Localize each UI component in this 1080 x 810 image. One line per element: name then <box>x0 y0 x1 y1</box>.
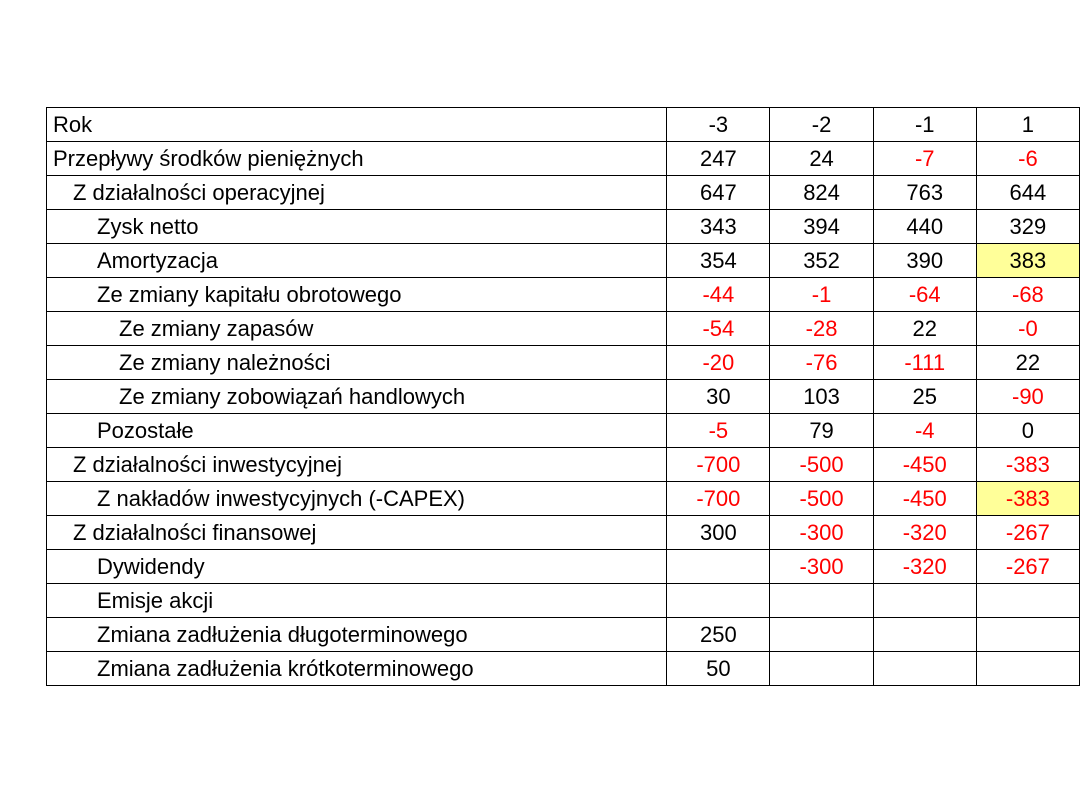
value-cell: -300 <box>770 550 873 584</box>
table-row <box>47 652 1080 686</box>
table-row <box>47 176 1080 210</box>
row-label-cell: Z działalności operacyjnej <box>47 176 667 210</box>
value-cell: 50 <box>667 652 770 686</box>
value-cell <box>770 584 873 618</box>
value-cell <box>976 584 1079 618</box>
table-row <box>47 312 1080 346</box>
table-row <box>47 618 1080 652</box>
value-cell: -6 <box>976 142 1079 176</box>
value-cell: -320 <box>873 516 976 550</box>
value-cell: -267 <box>976 516 1079 550</box>
value-cell: -383 <box>976 482 1079 516</box>
value-cell: 352 <box>770 244 873 278</box>
value-cell: 79 <box>770 414 873 448</box>
value-cell <box>976 618 1079 652</box>
value-cell: 647 <box>667 176 770 210</box>
value-cell: 25 <box>873 380 976 414</box>
value-cell <box>976 652 1079 686</box>
table-row <box>47 414 1080 448</box>
row-label-cell: Z działalności finansowej <box>47 516 667 550</box>
value-cell: -4 <box>873 414 976 448</box>
value-cell: -0 <box>976 312 1079 346</box>
value-cell <box>873 618 976 652</box>
value-cell: 22 <box>976 346 1079 380</box>
row-label-cell: Emisje akcji <box>47 584 667 618</box>
header-row <box>47 108 1080 142</box>
value-cell: -111 <box>873 346 976 380</box>
row-label-cell: Z nakładów inwestycyjnych (-CAPEX) <box>47 482 667 516</box>
header-year-cell: -2 <box>770 108 873 142</box>
table-row <box>47 244 1080 278</box>
row-label-cell: Z działalności inwestycyjnej <box>47 448 667 482</box>
value-cell <box>667 584 770 618</box>
value-cell: -700 <box>667 482 770 516</box>
value-cell: 343 <box>667 210 770 244</box>
value-cell: -700 <box>667 448 770 482</box>
value-cell: -300 <box>770 516 873 550</box>
value-cell: 30 <box>667 380 770 414</box>
table-row <box>47 550 1080 584</box>
value-cell: 644 <box>976 176 1079 210</box>
value-cell: -44 <box>667 278 770 312</box>
value-cell <box>770 652 873 686</box>
value-cell: 824 <box>770 176 873 210</box>
row-label-cell: Dywidendy <box>47 550 667 584</box>
row-label-cell: Zmiana zadłużenia długoterminowego <box>47 618 667 652</box>
value-cell: 390 <box>873 244 976 278</box>
header-year-cell: -1 <box>873 108 976 142</box>
header-label-cell: Rok <box>47 108 667 142</box>
value-cell: -500 <box>770 482 873 516</box>
row-label-cell: Ze zmiany kapitału obrotowego <box>47 278 667 312</box>
value-cell: 24 <box>770 142 873 176</box>
value-cell: -500 <box>770 448 873 482</box>
value-cell: -76 <box>770 346 873 380</box>
header-year-cell: 1 <box>976 108 1079 142</box>
row-label-cell: Pozostałe <box>47 414 667 448</box>
table-row <box>47 516 1080 550</box>
value-cell: -267 <box>976 550 1079 584</box>
row-label-cell: Przepływy środków pieniężnych <box>47 142 667 176</box>
value-cell: 354 <box>667 244 770 278</box>
row-label-cell: Ze zmiany zobowiązań handlowych <box>47 380 667 414</box>
table-row <box>47 448 1080 482</box>
value-cell: -383 <box>976 448 1079 482</box>
value-cell: 103 <box>770 380 873 414</box>
value-cell: -28 <box>770 312 873 346</box>
value-cell: 329 <box>976 210 1079 244</box>
value-cell <box>873 584 976 618</box>
table-row <box>47 346 1080 380</box>
value-cell: 22 <box>873 312 976 346</box>
value-cell <box>873 652 976 686</box>
value-cell: -450 <box>873 482 976 516</box>
table-row <box>47 482 1080 516</box>
value-cell: -5 <box>667 414 770 448</box>
table-row <box>47 584 1080 618</box>
value-cell: -7 <box>873 142 976 176</box>
row-label-cell: Zmiana zadłużenia krótkoterminowego <box>47 652 667 686</box>
value-cell: 394 <box>770 210 873 244</box>
value-cell: 300 <box>667 516 770 550</box>
value-cell: 383 <box>976 244 1079 278</box>
value-cell: -1 <box>770 278 873 312</box>
value-cell: -450 <box>873 448 976 482</box>
value-cell: 763 <box>873 176 976 210</box>
value-cell: -320 <box>873 550 976 584</box>
row-label-cell: Amortyzacja <box>47 244 667 278</box>
value-cell: 247 <box>667 142 770 176</box>
table-row <box>47 380 1080 414</box>
table-row <box>47 278 1080 312</box>
value-cell: 250 <box>667 618 770 652</box>
cash-flow-table <box>46 107 1080 686</box>
table-row <box>47 142 1080 176</box>
cash-flow-table-body <box>47 108 1080 686</box>
value-cell: -20 <box>667 346 770 380</box>
header-year-cell: -3 <box>667 108 770 142</box>
value-cell: -54 <box>667 312 770 346</box>
value-cell: 440 <box>873 210 976 244</box>
value-cell <box>770 618 873 652</box>
value-cell: -68 <box>976 278 1079 312</box>
row-label-cell: Ze zmiany należności <box>47 346 667 380</box>
value-cell: -64 <box>873 278 976 312</box>
table-row <box>47 210 1080 244</box>
value-cell: 0 <box>976 414 1079 448</box>
value-cell <box>667 550 770 584</box>
row-label-cell: Ze zmiany zapasów <box>47 312 667 346</box>
value-cell: -90 <box>976 380 1079 414</box>
row-label-cell: Zysk netto <box>47 210 667 244</box>
